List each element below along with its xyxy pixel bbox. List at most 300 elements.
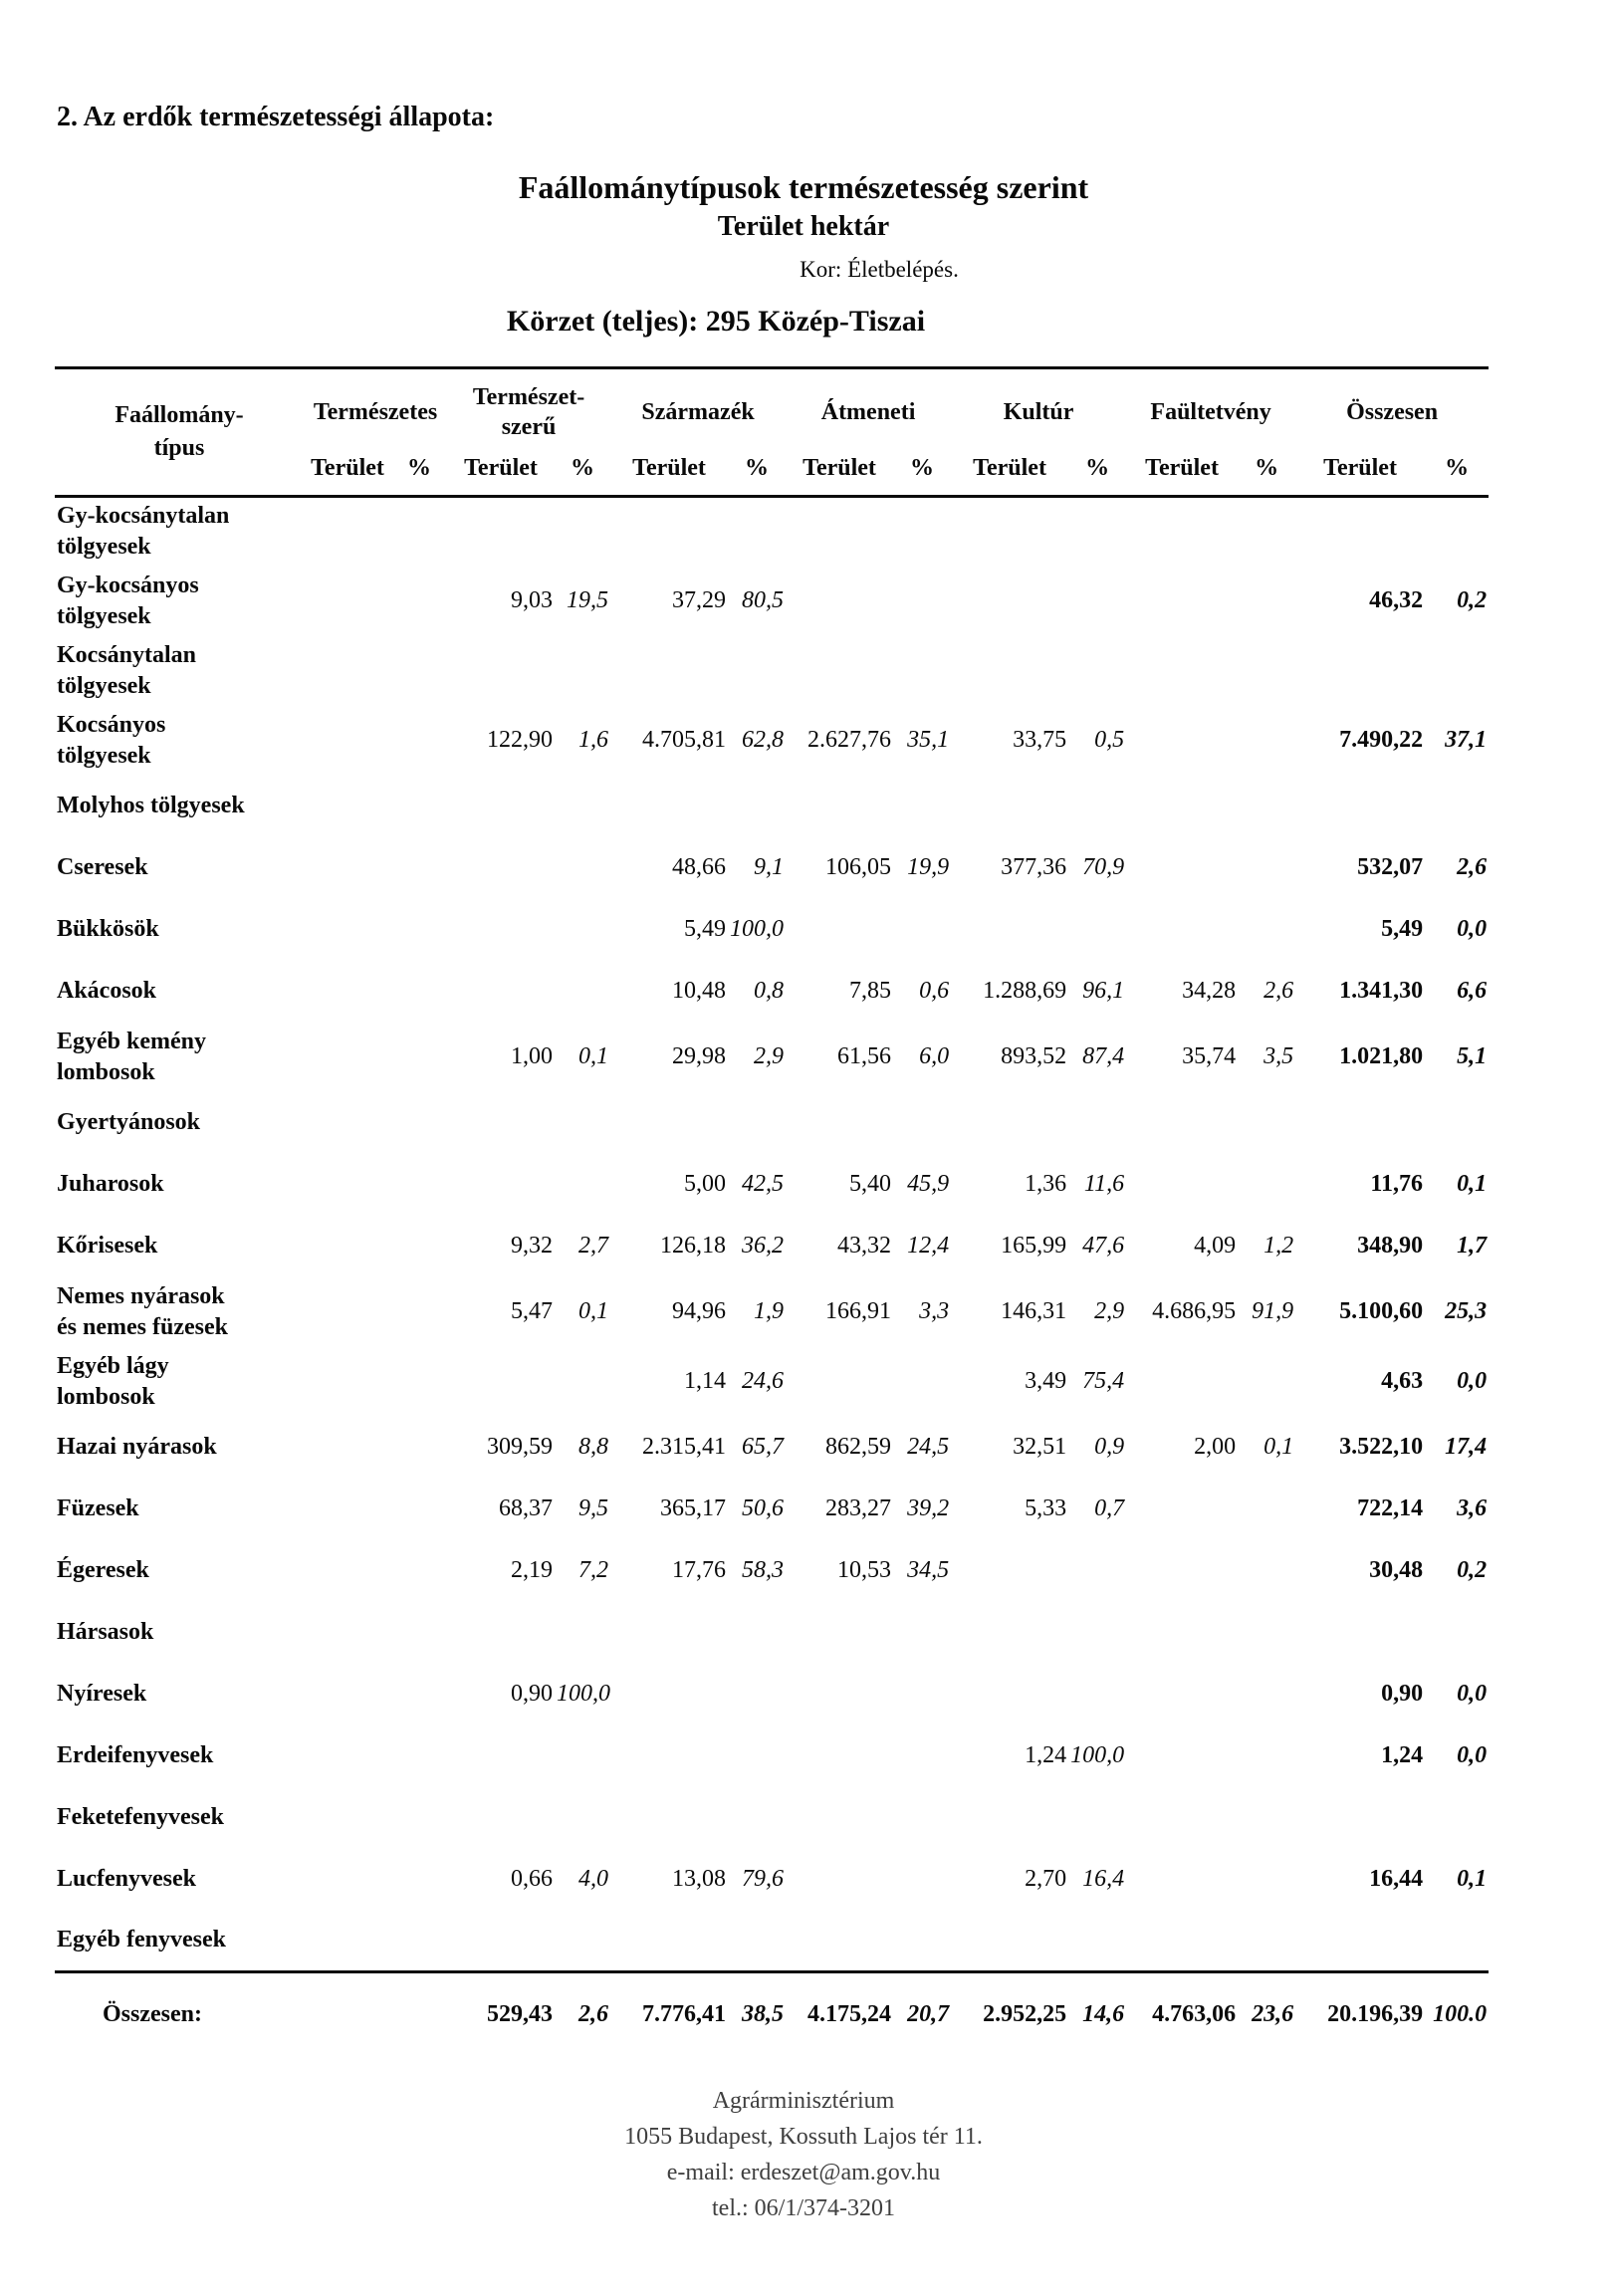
area-cell bbox=[447, 899, 555, 961]
area-cell: 1,14 bbox=[684, 1368, 727, 1394]
percent-cell: 0,0 bbox=[1457, 916, 1488, 942]
area-cell bbox=[1295, 1602, 1425, 1664]
percent-cell: 70,9 bbox=[1082, 854, 1125, 880]
table-row bbox=[55, 1664, 1489, 1725]
area-subheader: Terület bbox=[447, 447, 555, 497]
area-cell: 2.627,76 bbox=[807, 727, 892, 753]
percent-cell: 0,1 bbox=[578, 1043, 609, 1069]
area-cell bbox=[1126, 899, 1238, 961]
percent-cell bbox=[893, 776, 951, 837]
total-row bbox=[55, 1972, 1489, 2056]
area-cell: 1.021,80 bbox=[1339, 1043, 1424, 1069]
table-row bbox=[55, 1023, 1489, 1092]
area-cell: 348,90 bbox=[1357, 1233, 1424, 1259]
table-row bbox=[55, 1479, 1489, 1540]
area-cell: 3.522,10 bbox=[1339, 1434, 1424, 1460]
section-heading: 2. Az erdők természetességi állapota: bbox=[57, 102, 495, 132]
area-cell: 283,27 bbox=[825, 1495, 892, 1521]
stand-type-label: Kocsányos tölgyesek bbox=[57, 711, 166, 769]
column-group-header-5: Kultúr bbox=[1003, 399, 1074, 425]
area-cell bbox=[610, 497, 728, 567]
percent-cell bbox=[1068, 1540, 1126, 1602]
stand-type-label: Füzesek bbox=[57, 1495, 139, 1521]
column-group-header-1: Természetes bbox=[313, 399, 438, 425]
area-cell: 4.763,06 bbox=[1126, 1972, 1238, 2056]
table-footer bbox=[55, 1972, 1489, 2056]
area-cell bbox=[447, 961, 555, 1023]
area-cell: 2,00 bbox=[1194, 1434, 1237, 1460]
percent-cell bbox=[555, 1911, 610, 1972]
age-note: Kor: Életbelépés. bbox=[800, 257, 959, 282]
area-cell: 126,18 bbox=[660, 1233, 727, 1259]
percent-cell: 0,0 bbox=[1457, 1681, 1488, 1707]
percent-cell bbox=[555, 837, 610, 899]
area-subheader: Terület bbox=[786, 447, 893, 497]
area-cell: 7.490,22 bbox=[1339, 727, 1424, 753]
footer bbox=[0, 2083, 1607, 2226]
percent-subheader: % bbox=[555, 447, 610, 497]
percent-cell bbox=[893, 567, 951, 636]
percent-cell bbox=[893, 1849, 951, 1911]
area-cell: 5,49 bbox=[1381, 916, 1424, 942]
area-subheader: Terület bbox=[951, 447, 1068, 497]
area-cell: 11,76 bbox=[1370, 1171, 1424, 1197]
area-cell: 377,36 bbox=[1001, 854, 1067, 880]
percent-cell: 1,9 bbox=[754, 1298, 785, 1324]
area-cell: 862,59 bbox=[825, 1434, 892, 1460]
stand-type-label: Erdeifenyvesek bbox=[57, 1742, 214, 1768]
area-cell bbox=[610, 1092, 728, 1154]
percent-cell bbox=[1238, 776, 1295, 837]
area-cell bbox=[1126, 1849, 1238, 1911]
area-cell bbox=[610, 1602, 728, 1664]
area-cell: 5,40 bbox=[849, 1171, 892, 1197]
area-cell bbox=[1295, 1911, 1425, 1972]
area-cell bbox=[786, 636, 893, 706]
percent-cell bbox=[893, 1787, 951, 1849]
percent-cell bbox=[391, 1417, 447, 1479]
area-cell: 1,00 bbox=[511, 1043, 554, 1069]
area-subheader: Terület bbox=[304, 447, 391, 497]
area-cell bbox=[304, 1417, 391, 1479]
stand-type-label: Egyéb fenyvesek bbox=[57, 1927, 226, 1953]
percent-cell: 35,1 bbox=[907, 727, 950, 753]
percent-cell: 24,5 bbox=[907, 1434, 950, 1460]
percent-cell: 6,0 bbox=[919, 1043, 950, 1069]
percent-cell: 6,6 bbox=[1457, 978, 1488, 1004]
area-cell: 33,75 bbox=[1013, 727, 1067, 753]
percent-cell: 79,6 bbox=[742, 1866, 785, 1892]
area-cell bbox=[304, 1540, 391, 1602]
percent-cell bbox=[1425, 1787, 1489, 1849]
percent-cell: 100,0 bbox=[730, 916, 785, 942]
area-cell bbox=[1126, 567, 1238, 636]
stand-type-label: Égeresek bbox=[57, 1557, 149, 1583]
stand-type-label: Nemes nyárasok és nemes füzesek bbox=[57, 1282, 228, 1340]
percent-cell: 58,3 bbox=[742, 1557, 785, 1583]
area-cell bbox=[786, 1664, 893, 1725]
percent-cell bbox=[728, 776, 786, 837]
area-cell bbox=[786, 567, 893, 636]
percent-cell bbox=[391, 1347, 447, 1417]
percent-cell bbox=[893, 899, 951, 961]
area-cell: 35,74 bbox=[1182, 1043, 1237, 1069]
percent-cell bbox=[391, 1154, 447, 1216]
area-subheader: Terület bbox=[1295, 447, 1425, 497]
area-cell bbox=[1126, 706, 1238, 776]
area-cell: 4.705,81 bbox=[642, 727, 727, 753]
stand-type-label: Egyéb lágy lombosok bbox=[57, 1352, 169, 1410]
area-cell bbox=[447, 1154, 555, 1216]
percent-cell: 75,4 bbox=[1082, 1368, 1125, 1394]
percent-cell: 0,2 bbox=[1457, 587, 1488, 613]
area-cell bbox=[610, 1664, 728, 1725]
percent-cell bbox=[1238, 1849, 1295, 1911]
percent-cell: 19,9 bbox=[907, 854, 950, 880]
footer-line-address: 1055 Budapest, Kossuth Lajos tér 11. bbox=[624, 2124, 983, 2150]
area-cell bbox=[447, 1602, 555, 1664]
percent-cell bbox=[1238, 1479, 1295, 1540]
percent-cell bbox=[1238, 567, 1295, 636]
percent-cell: 24,6 bbox=[742, 1368, 785, 1394]
area-cell: 68,37 bbox=[499, 1495, 554, 1521]
area-cell: 48,66 bbox=[672, 854, 727, 880]
area-cell bbox=[1126, 1154, 1238, 1216]
stand-type-label: Cseresek bbox=[57, 854, 148, 880]
area-cell: 1,24 bbox=[1025, 1742, 1067, 1768]
stand-type-label: Juharosok bbox=[57, 1171, 164, 1197]
percent-cell bbox=[1238, 1347, 1295, 1417]
area-cell: 0,90 bbox=[511, 1681, 554, 1707]
percent-cell bbox=[1068, 567, 1126, 636]
table-row bbox=[55, 961, 1489, 1023]
percent-cell: 100.0 bbox=[1425, 1972, 1489, 2056]
area-cell bbox=[304, 1602, 391, 1664]
percent-cell bbox=[893, 497, 951, 567]
area-cell bbox=[951, 1092, 1068, 1154]
column-group-header-3: Származék bbox=[641, 399, 755, 425]
percent-cell: 11,6 bbox=[1083, 1171, 1125, 1197]
percent-cell bbox=[893, 1664, 951, 1725]
percent-cell: 34,5 bbox=[907, 1557, 950, 1583]
area-cell: 30,48 bbox=[1369, 1557, 1424, 1583]
column-group-header-7: Összesen bbox=[1346, 399, 1439, 425]
percent-cell: 2,9 bbox=[754, 1043, 785, 1069]
area-cell bbox=[951, 636, 1068, 706]
percent-cell: 3,5 bbox=[1263, 1043, 1294, 1069]
subtitle: Terület hektár bbox=[717, 211, 890, 242]
percent-cell bbox=[728, 1664, 786, 1725]
stand-type-label: Gy-kocsányos tölgyesek bbox=[57, 572, 199, 629]
stand-type-column-header bbox=[55, 368, 304, 497]
area-cell: 5,47 bbox=[511, 1298, 554, 1324]
area-cell: 20.196,39 bbox=[1295, 1972, 1425, 2056]
table-row bbox=[55, 1154, 1489, 1216]
area-cell bbox=[304, 837, 391, 899]
area-cell bbox=[951, 567, 1068, 636]
area-cell: 4.175,24 bbox=[786, 1972, 893, 2056]
stand-type-label: Kőrisesek bbox=[57, 1233, 158, 1259]
table-row bbox=[55, 899, 1489, 961]
table-row bbox=[55, 497, 1489, 567]
percent-cell bbox=[391, 837, 447, 899]
percent-cell: 9,1 bbox=[754, 854, 785, 880]
area-cell: 5,00 bbox=[684, 1171, 727, 1197]
area-cell bbox=[951, 1664, 1068, 1725]
percent-cell: 2,6 bbox=[1263, 978, 1294, 1004]
table-row bbox=[55, 1602, 1489, 1664]
percent-cell bbox=[1238, 1092, 1295, 1154]
percent-cell: 4,0 bbox=[578, 1866, 609, 1892]
area-cell: 9,32 bbox=[511, 1233, 554, 1259]
area-cell bbox=[304, 1277, 391, 1347]
percent-cell bbox=[555, 497, 610, 567]
table-row bbox=[55, 1725, 1489, 1787]
percent-cell: 2,6 bbox=[555, 1972, 610, 2056]
area-cell: 29,98 bbox=[672, 1043, 727, 1069]
percent-cell bbox=[1425, 776, 1489, 837]
area-cell: 13,08 bbox=[672, 1866, 727, 1892]
area-cell bbox=[304, 1023, 391, 1092]
area-cell bbox=[786, 1347, 893, 1417]
percent-cell bbox=[555, 1092, 610, 1154]
table-row bbox=[55, 1787, 1489, 1849]
percent-cell bbox=[1238, 706, 1295, 776]
percent-cell: 1,7 bbox=[1457, 1233, 1488, 1259]
table-row bbox=[55, 1216, 1489, 1277]
area-cell bbox=[610, 776, 728, 837]
table-row bbox=[55, 1092, 1489, 1154]
area-cell: 2,19 bbox=[511, 1557, 554, 1583]
column-group-header-2: Természet- szerű bbox=[472, 384, 585, 440]
percent-cell bbox=[1068, 1787, 1126, 1849]
area-cell bbox=[447, 1787, 555, 1849]
area-cell bbox=[304, 1725, 391, 1787]
table-row bbox=[55, 1911, 1489, 1972]
percent-cell bbox=[1238, 497, 1295, 567]
area-cell bbox=[1126, 497, 1238, 567]
stand-type-label: Egyéb kemény lombosok bbox=[57, 1028, 206, 1085]
percent-cell bbox=[1068, 1602, 1126, 1664]
area-cell bbox=[447, 1347, 555, 1417]
percent-cell bbox=[391, 1277, 447, 1347]
stand-type-header-line-2: típus bbox=[153, 435, 205, 461]
area-cell bbox=[1126, 776, 1238, 837]
percent-subheader: % bbox=[893, 447, 951, 497]
area-cell: 5.100,60 bbox=[1339, 1298, 1424, 1324]
percent-cell bbox=[1425, 1911, 1489, 1972]
percent-cell bbox=[893, 1347, 951, 1417]
area-cell bbox=[304, 899, 391, 961]
area-cell: 2.952,25 bbox=[951, 1972, 1068, 2056]
area-cell: 529,43 bbox=[447, 1972, 555, 2056]
total-label: Összesen: bbox=[55, 1972, 304, 2056]
percent-cell: 8,8 bbox=[578, 1434, 609, 1460]
area-cell bbox=[447, 636, 555, 706]
area-cell bbox=[304, 497, 391, 567]
area-cell bbox=[1295, 776, 1425, 837]
percent-cell bbox=[391, 1787, 447, 1849]
area-cell bbox=[1126, 1347, 1238, 1417]
area-cell: 7,85 bbox=[849, 978, 892, 1004]
percent-cell bbox=[1068, 636, 1126, 706]
percent-cell: 20,7 bbox=[893, 1972, 951, 2056]
percent-cell bbox=[391, 1849, 447, 1911]
percent-cell: 50,6 bbox=[742, 1495, 785, 1521]
area-cell bbox=[304, 567, 391, 636]
percent-cell bbox=[728, 1911, 786, 1972]
area-cell bbox=[304, 1787, 391, 1849]
percent-cell bbox=[555, 1725, 610, 1787]
area-cell bbox=[1295, 1092, 1425, 1154]
percent-cell: 1,6 bbox=[578, 727, 609, 753]
area-cell bbox=[951, 776, 1068, 837]
area-cell: 43,32 bbox=[837, 1233, 892, 1259]
area-cell: 10,53 bbox=[837, 1557, 892, 1583]
area-cell bbox=[1126, 1787, 1238, 1849]
main-title: Faállománytípusok természetesség szerint bbox=[518, 169, 1089, 205]
area-cell: 3,49 bbox=[1025, 1368, 1067, 1394]
area-cell: 166,91 bbox=[825, 1298, 892, 1324]
percent-cell: 91,9 bbox=[1252, 1298, 1294, 1324]
footer-line-org: Agrárminisztérium bbox=[712, 2088, 895, 2114]
percent-cell: 0,1 bbox=[1457, 1866, 1488, 1892]
percent-cell: 14,6 bbox=[1068, 1972, 1126, 2056]
stand-type-label: Molyhos tölgyesek bbox=[57, 793, 245, 818]
percent-cell: 16,4 bbox=[1082, 1866, 1125, 1892]
percent-cell bbox=[1068, 1911, 1126, 1972]
area-cell: 146,31 bbox=[1001, 1298, 1067, 1324]
percent-cell: 0,1 bbox=[1457, 1171, 1488, 1197]
percent-cell bbox=[728, 1787, 786, 1849]
percent-subheader: % bbox=[1425, 447, 1489, 497]
percent-cell bbox=[1068, 497, 1126, 567]
percent-cell bbox=[728, 1092, 786, 1154]
percent-cell bbox=[391, 1540, 447, 1602]
area-cell bbox=[304, 1347, 391, 1417]
area-cell: 2.315,41 bbox=[642, 1434, 727, 1460]
percent-cell bbox=[391, 961, 447, 1023]
percent-cell bbox=[555, 1347, 610, 1417]
percent-cell: 0,0 bbox=[1457, 1368, 1488, 1394]
area-cell: 16,44 bbox=[1369, 1866, 1424, 1892]
area-cell bbox=[304, 636, 391, 706]
area-cell bbox=[1126, 1725, 1238, 1787]
percent-cell: 2,9 bbox=[1094, 1298, 1125, 1324]
percent-cell: 9,5 bbox=[578, 1495, 609, 1521]
area-cell bbox=[786, 1725, 893, 1787]
area-cell: 5,49 bbox=[684, 916, 727, 942]
percent-cell bbox=[391, 567, 447, 636]
stand-type-label: Hazai nyárasok bbox=[57, 1434, 217, 1460]
area-cell: 0,66 bbox=[511, 1866, 554, 1892]
percent-cell bbox=[1238, 1602, 1295, 1664]
percent-cell bbox=[391, 706, 447, 776]
area-cell: 893,52 bbox=[1001, 1043, 1067, 1069]
stand-type-label: Lucfenyvesek bbox=[57, 1866, 196, 1892]
area-cell bbox=[447, 497, 555, 567]
area-cell bbox=[951, 1787, 1068, 1849]
percent-cell: 47,6 bbox=[1082, 1233, 1125, 1259]
area-cell: 9,03 bbox=[511, 587, 554, 613]
percent-cell bbox=[1425, 1092, 1489, 1154]
footer-line-phone: tel.: 06/1/374-3201 bbox=[712, 2195, 895, 2221]
area-cell bbox=[786, 1787, 893, 1849]
area-cell bbox=[304, 1092, 391, 1154]
percent-cell bbox=[1425, 636, 1489, 706]
area-cell bbox=[1126, 837, 1238, 899]
area-cell: 10,48 bbox=[672, 978, 727, 1004]
area-cell bbox=[951, 1540, 1068, 1602]
percent-cell bbox=[555, 1602, 610, 1664]
area-cell bbox=[304, 706, 391, 776]
area-cell bbox=[304, 776, 391, 837]
area-cell bbox=[951, 899, 1068, 961]
area-cell: 722,14 bbox=[1357, 1495, 1424, 1521]
area-cell: 309,59 bbox=[487, 1434, 554, 1460]
area-cell: 4,63 bbox=[1381, 1368, 1424, 1394]
percent-cell bbox=[893, 1602, 951, 1664]
percent-cell bbox=[1068, 1664, 1126, 1725]
table-row bbox=[55, 1849, 1489, 1911]
percent-cell: 62,8 bbox=[742, 727, 785, 753]
stand-type-label: Bükkösök bbox=[57, 916, 159, 942]
area-cell: 1.288,69 bbox=[983, 978, 1067, 1004]
percent-cell: 0,9 bbox=[1094, 1434, 1125, 1460]
area-subheader: Terület bbox=[610, 447, 728, 497]
area-cell bbox=[447, 1911, 555, 1972]
percent-cell: 38,5 bbox=[728, 1972, 786, 2056]
table-row bbox=[55, 567, 1489, 636]
area-cell bbox=[1126, 1479, 1238, 1540]
percent-cell bbox=[728, 497, 786, 567]
area-cell: 17,76 bbox=[672, 1557, 727, 1583]
area-cell: 1,36 bbox=[1025, 1171, 1067, 1197]
area-cell: 122,90 bbox=[487, 727, 554, 753]
area-cell: 0,90 bbox=[1381, 1681, 1424, 1707]
percent-cell: 0,2 bbox=[1457, 1557, 1488, 1583]
area-cell bbox=[447, 1725, 555, 1787]
percent-cell: 36,2 bbox=[742, 1233, 785, 1259]
table-body bbox=[55, 497, 1489, 1972]
area-cell bbox=[1126, 1602, 1238, 1664]
column-group-header-4: Átmeneti bbox=[820, 399, 916, 425]
percent-subheader: % bbox=[1068, 447, 1126, 497]
table-row bbox=[55, 706, 1489, 776]
percent-cell bbox=[893, 1092, 951, 1154]
area-cell: 532,07 bbox=[1357, 854, 1424, 880]
percent-cell bbox=[893, 636, 951, 706]
percent-cell bbox=[391, 899, 447, 961]
percent-cell bbox=[391, 1602, 447, 1664]
area-cell bbox=[610, 1911, 728, 1972]
percent-cell: 25,3 bbox=[1445, 1298, 1488, 1324]
percent-subheader: % bbox=[391, 447, 447, 497]
percent-cell: 19,5 bbox=[567, 587, 609, 613]
stand-type-label: Akácosok bbox=[57, 978, 157, 1004]
percent-cell: 0,8 bbox=[754, 978, 785, 1004]
area-cell bbox=[786, 497, 893, 567]
percent-cell: 100,0 bbox=[1070, 1742, 1125, 1768]
percent-cell bbox=[555, 776, 610, 837]
area-cell: 106,05 bbox=[825, 854, 892, 880]
area-cell: 2,70 bbox=[1025, 1866, 1067, 1892]
percent-subheader: % bbox=[1238, 447, 1295, 497]
area-cell: 165,99 bbox=[1001, 1233, 1067, 1259]
area-cell bbox=[304, 1911, 391, 1972]
percent-cell: 0,5 bbox=[1094, 727, 1125, 753]
percent-cell bbox=[391, 1725, 447, 1787]
